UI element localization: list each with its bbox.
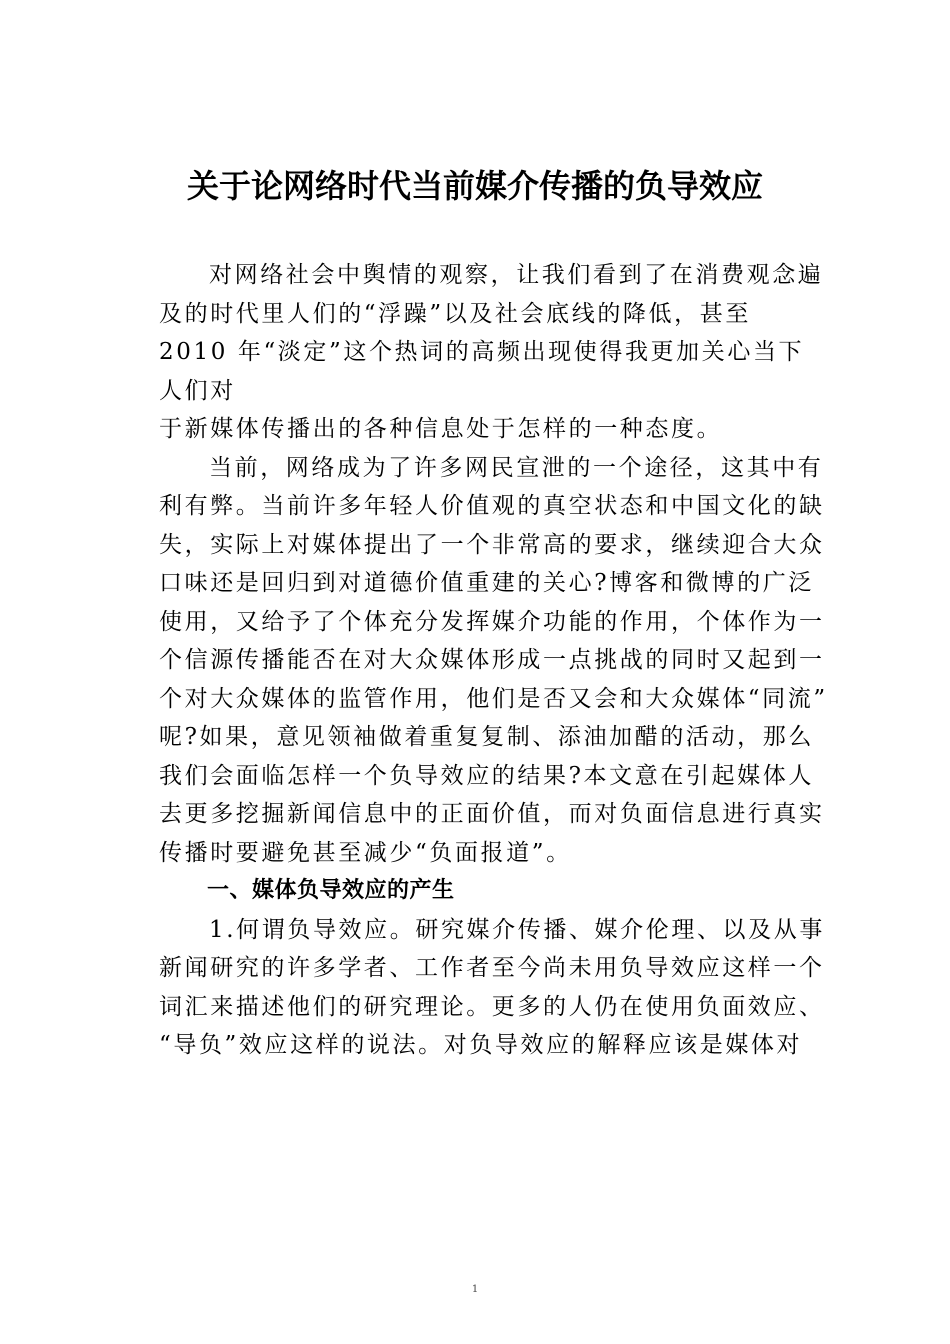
paragraph-definition	[159, 911, 839, 1065]
text-line: 使用，又给予了个体充分发挥媒介功能的作用，个体作为一	[159, 608, 825, 635]
text-line: 于新媒体传播出的各种信息处于怎样的一种态度。	[159, 416, 723, 442]
text-line: 词汇来描述他们的研究理论。更多的人仍在使用负面效应、	[159, 993, 825, 1020]
paragraph-current-situation	[159, 449, 839, 873]
text-line: 个对大众媒体的监管作用，他们是否又会和大众媒体“同流”	[159, 685, 828, 712]
section-heading: 一、媒体负导效应的产生	[207, 878, 455, 903]
document-title: 关于论网络时代当前媒介传播的负导效应	[186, 167, 763, 205]
text-line: 新闻研究的许多学者、工作者至今尚未用负导效应这样一个	[159, 955, 825, 981]
text-line: 我们会面临怎样一个负导效应的结果?本文意在引起媒体人	[159, 762, 814, 789]
text-line: 及的时代里人们的“浮躁”以及社会底线的降低，甚至	[159, 300, 751, 327]
text-line: 失，实际上对媒体提出了一个非常高的要求，继续迎合大众	[159, 531, 825, 558]
text-line: 去更多挖掘新闻信息中的正面价值，而对负面信息进行真实	[159, 801, 825, 827]
text-line: 1.何谓负导效应。研究媒介传播、媒介伦理、以及从事	[209, 916, 825, 943]
text-line: 当前，网络成为了许多网民宣泄的一个途径，这其中有	[209, 454, 824, 481]
paragraph-intro	[159, 256, 839, 449]
page-number: 1	[471, 1284, 479, 1295]
text-line: 2010 年“淡定”这个热词的高频出现使得我更加关心当下	[159, 339, 805, 365]
text-line: 利有弊。当前许多年轻人价值观的真空状态和中国文化的缺	[159, 493, 825, 519]
text-line: 对网络社会中舆情的观察，让我们看到了在消费观念遍	[209, 262, 824, 288]
text-line: 个信源传播能否在对大众媒体形成一点挑战的同时又起到一	[159, 647, 825, 673]
text-line: “导负”效应这样的说法。对负导效应的解释应该是媒体对	[159, 1032, 803, 1058]
document-body	[159, 256, 839, 1065]
text-line: 传播时要避免甚至减少“负面报道”。	[159, 839, 572, 866]
text-line: 口味还是回归到对道德价值重建的关心?博客和微博的广泛	[159, 570, 814, 596]
text-line: 人们对	[159, 377, 236, 404]
text-line: 呢?如果，意见领袖做着重复复制、添油加醋的活动，那么	[159, 724, 814, 750]
